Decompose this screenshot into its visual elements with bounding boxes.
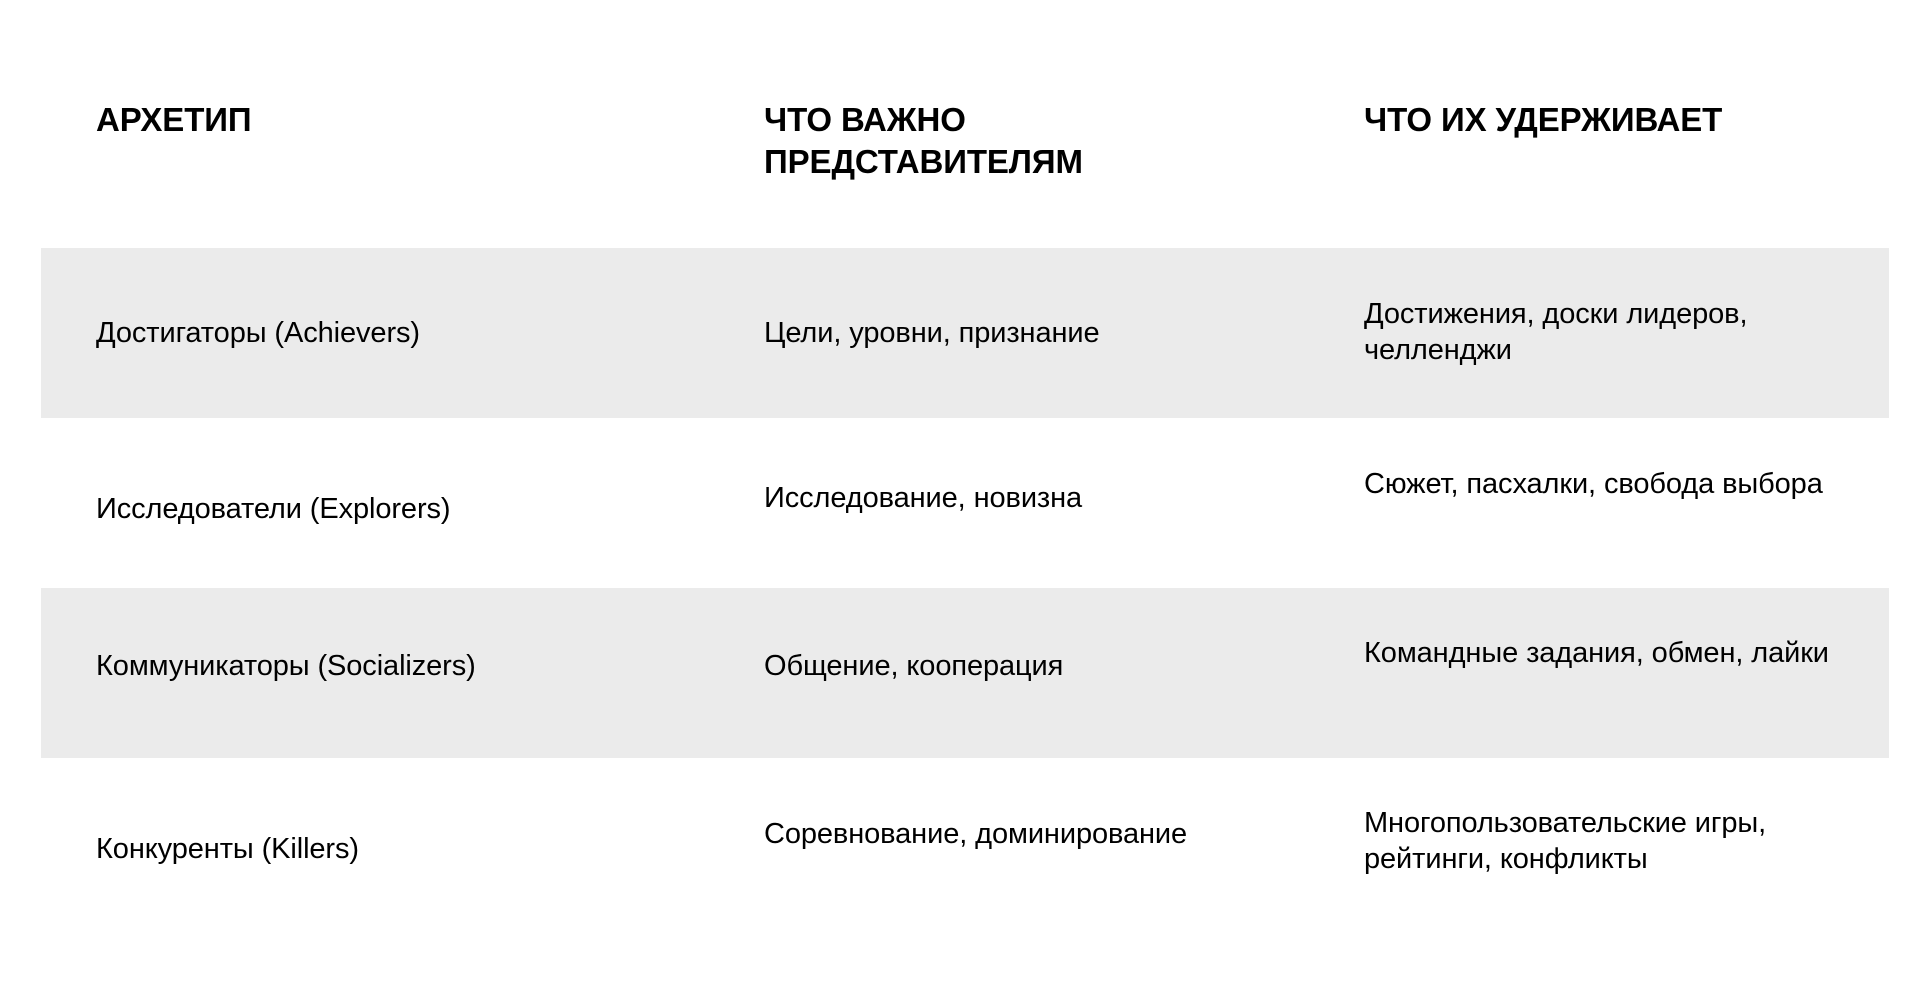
cell-archetype: Исследователи (Explorers): [96, 493, 451, 525]
cell-retention: Многопользовательские игры, рейтинги, конфликты: [1364, 807, 1767, 875]
cell-archetype: Достигаторы (Achievers): [96, 317, 420, 349]
cell-important: Цели, уровни, признание: [764, 317, 1100, 349]
archetype-table: [41, 0, 1889, 928]
cell-important: Исследование, новизна: [764, 482, 1083, 514]
cell-important: Общение, кооперация: [764, 650, 1064, 682]
cell-retention: Сюжет, пасхалки, свобода выбора: [1364, 468, 1823, 500]
cell-retention: Достижения, доски лидеров, челленджи: [1364, 298, 1748, 366]
cell-archetype: Коммуникаторы (Socializers): [96, 650, 476, 682]
cell-archetype: Конкуренты (Killers): [96, 833, 359, 865]
table-row: [41, 758, 1889, 928]
header-archetype: АРХЕТИП: [96, 101, 252, 138]
cell-important: Соревнование, доминирование: [764, 818, 1188, 850]
header-important: ЧТО ВАЖНО ПРЕДСТАВИТЕЛЯМ: [764, 101, 1083, 180]
table-row: [41, 418, 1889, 588]
table-header-row: [41, 0, 1889, 248]
table-row: [41, 248, 1889, 418]
table-row: [41, 588, 1889, 758]
header-retention: ЧТО ИХ УДЕРЖИВАЕТ: [1364, 101, 1723, 138]
cell-retention: Командные задания, обмен, лайки: [1364, 637, 1829, 669]
